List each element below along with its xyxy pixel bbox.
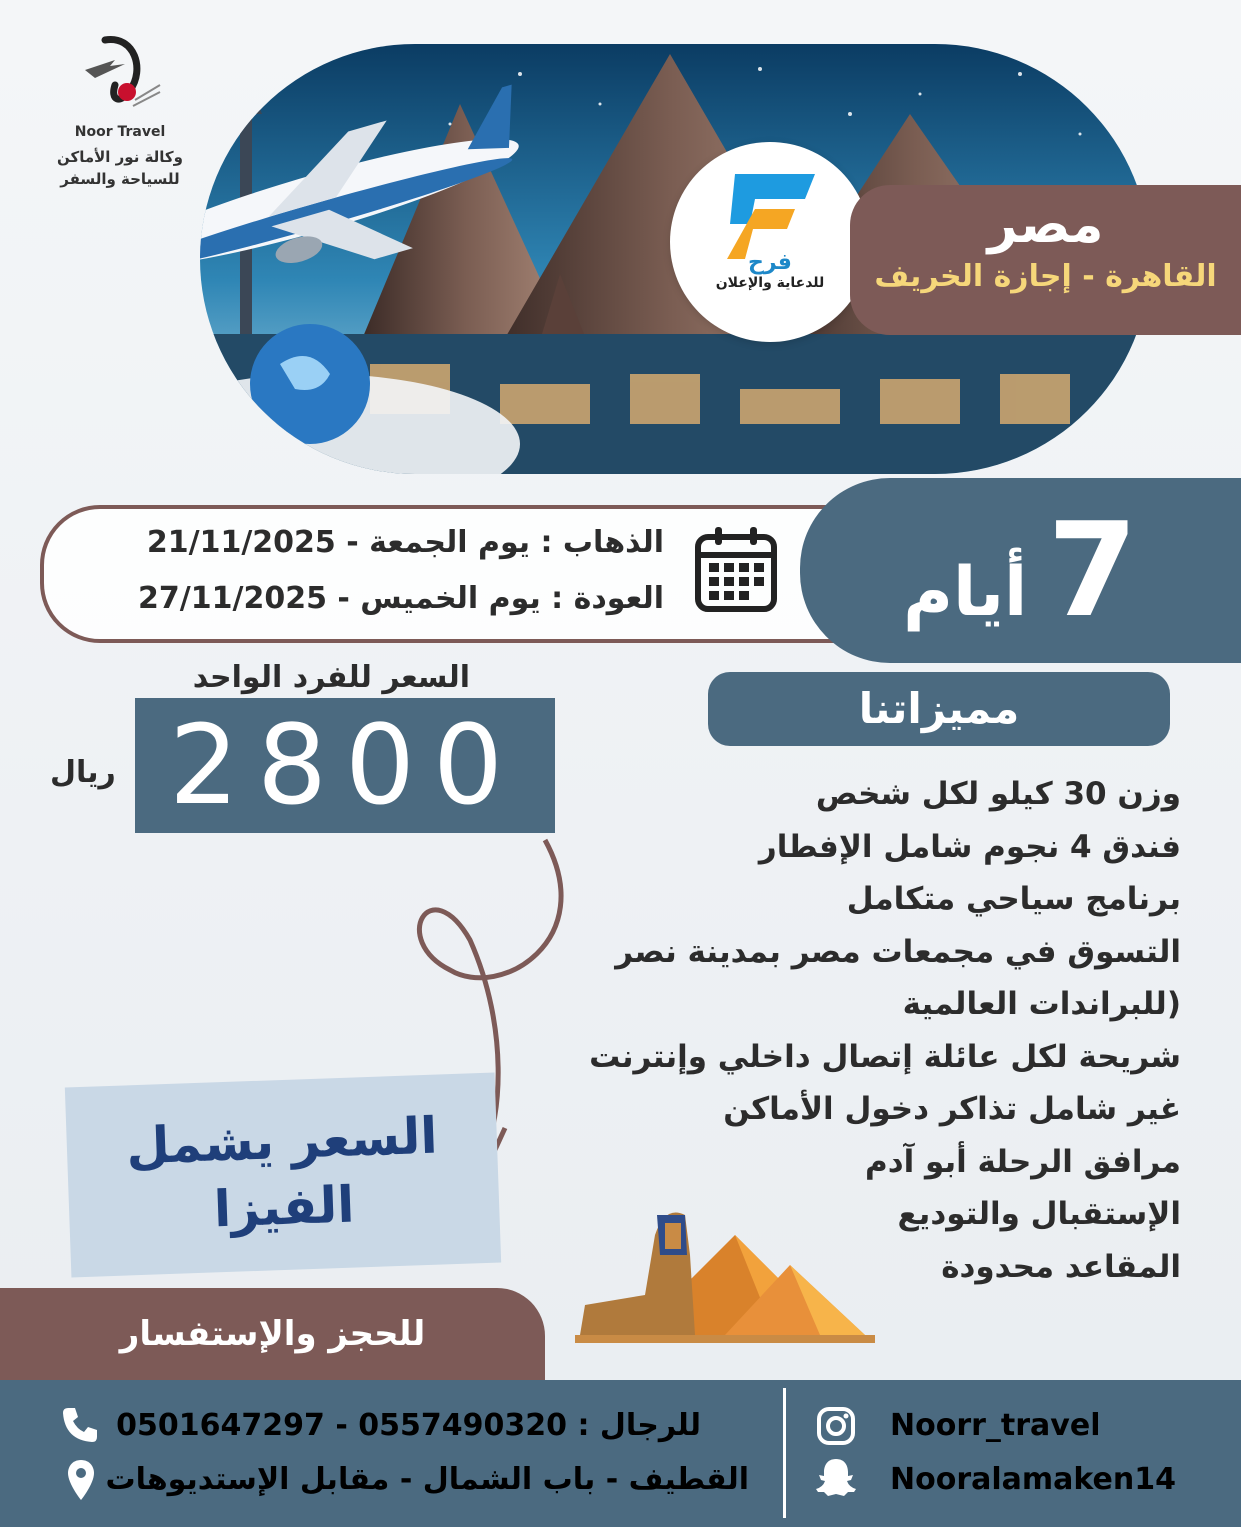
visa-note [65,1073,501,1278]
instagram-handle[interactable]: Noorr_travel [890,1408,1101,1443]
feature-item: برنامج سياحي متكامل [846,881,1181,917]
brand-logo [40,30,200,190]
feature-item: شريحة لكل عائلة إتصال داخلي وإنترنت [589,1038,1181,1075]
visa-line2: الفيزا [212,1175,356,1239]
duration-unit: أيام [903,553,1028,632]
trip-dates-box [40,505,908,643]
destination-subtitle: القاهرة - إجازة الخريف [874,259,1217,294]
farah-subtitle: للدعاية والإعلان [715,275,825,291]
duration-number: 7 [1047,494,1138,646]
booking-banner: للحجز والإستفسار [0,1288,545,1380]
feature-item: وزن 30 كيلو لكل شخص [815,776,1181,812]
price-box [135,698,555,833]
price-currency: ريال [50,755,116,790]
feature-item: الإستقبال والتوديع [897,1196,1181,1232]
farah-f-logo-icon [715,164,825,264]
destination-title: مصر [987,195,1104,255]
footer-divider [783,1388,786,1518]
price-value: 2800 [169,701,521,829]
sphinx-pyramids-icon [575,1195,875,1345]
farah-logo [670,142,870,342]
farah-name: فرح [748,250,792,275]
calendar-icon [695,525,777,613]
return-date: العودة : يوم الخميس - 27/11/2025 [138,581,664,616]
contact-phones[interactable]: للرجال : 0557490320 - 0501647297 [116,1408,701,1443]
noor-travel-logo-icon [75,30,165,120]
instagram-icon [816,1406,856,1450]
duration-banner [800,478,1241,663]
contact-footer [0,1380,1241,1527]
feature-item: التسوق في مجمعات مصر بمدينة نصر [615,933,1181,970]
contact-address: القطيف - باب الشمال - مقابل الإستديوهات [105,1462,749,1497]
brand-name-ar-line2: للسياحة والسفر [60,170,180,188]
feature-item: مرافق الرحلة أبو آدم [864,1143,1181,1180]
brand-name-ar [40,146,200,190]
feature-item: (للبراندات العالمية [902,986,1181,1022]
destination-banner [850,185,1241,335]
snapchat-icon [814,1456,858,1502]
location-pin-icon [66,1458,96,1506]
feature-item: فندق 4 نجوم شامل الإفطار [758,828,1181,865]
visa-line1: السعر يشمل [125,1106,439,1176]
price-label: السعر للفرد الواحد [192,660,470,695]
phone-icon [60,1405,100,1449]
departure-date: الذهاب : يوم الجمعة - 21/11/2025 [146,525,664,560]
snapchat-handle[interactable]: Nooralamaken14 [890,1462,1176,1497]
features-title: مميزاتنا [708,672,1170,746]
feature-item: غير شامل تذاكر دخول الأماكن [723,1091,1181,1127]
brand-name-ar-line1: وكالة نور الأماكن [57,148,183,166]
feature-item: المقاعد محدودة [941,1248,1181,1285]
brand-name-en: Noor Travel [74,124,166,140]
